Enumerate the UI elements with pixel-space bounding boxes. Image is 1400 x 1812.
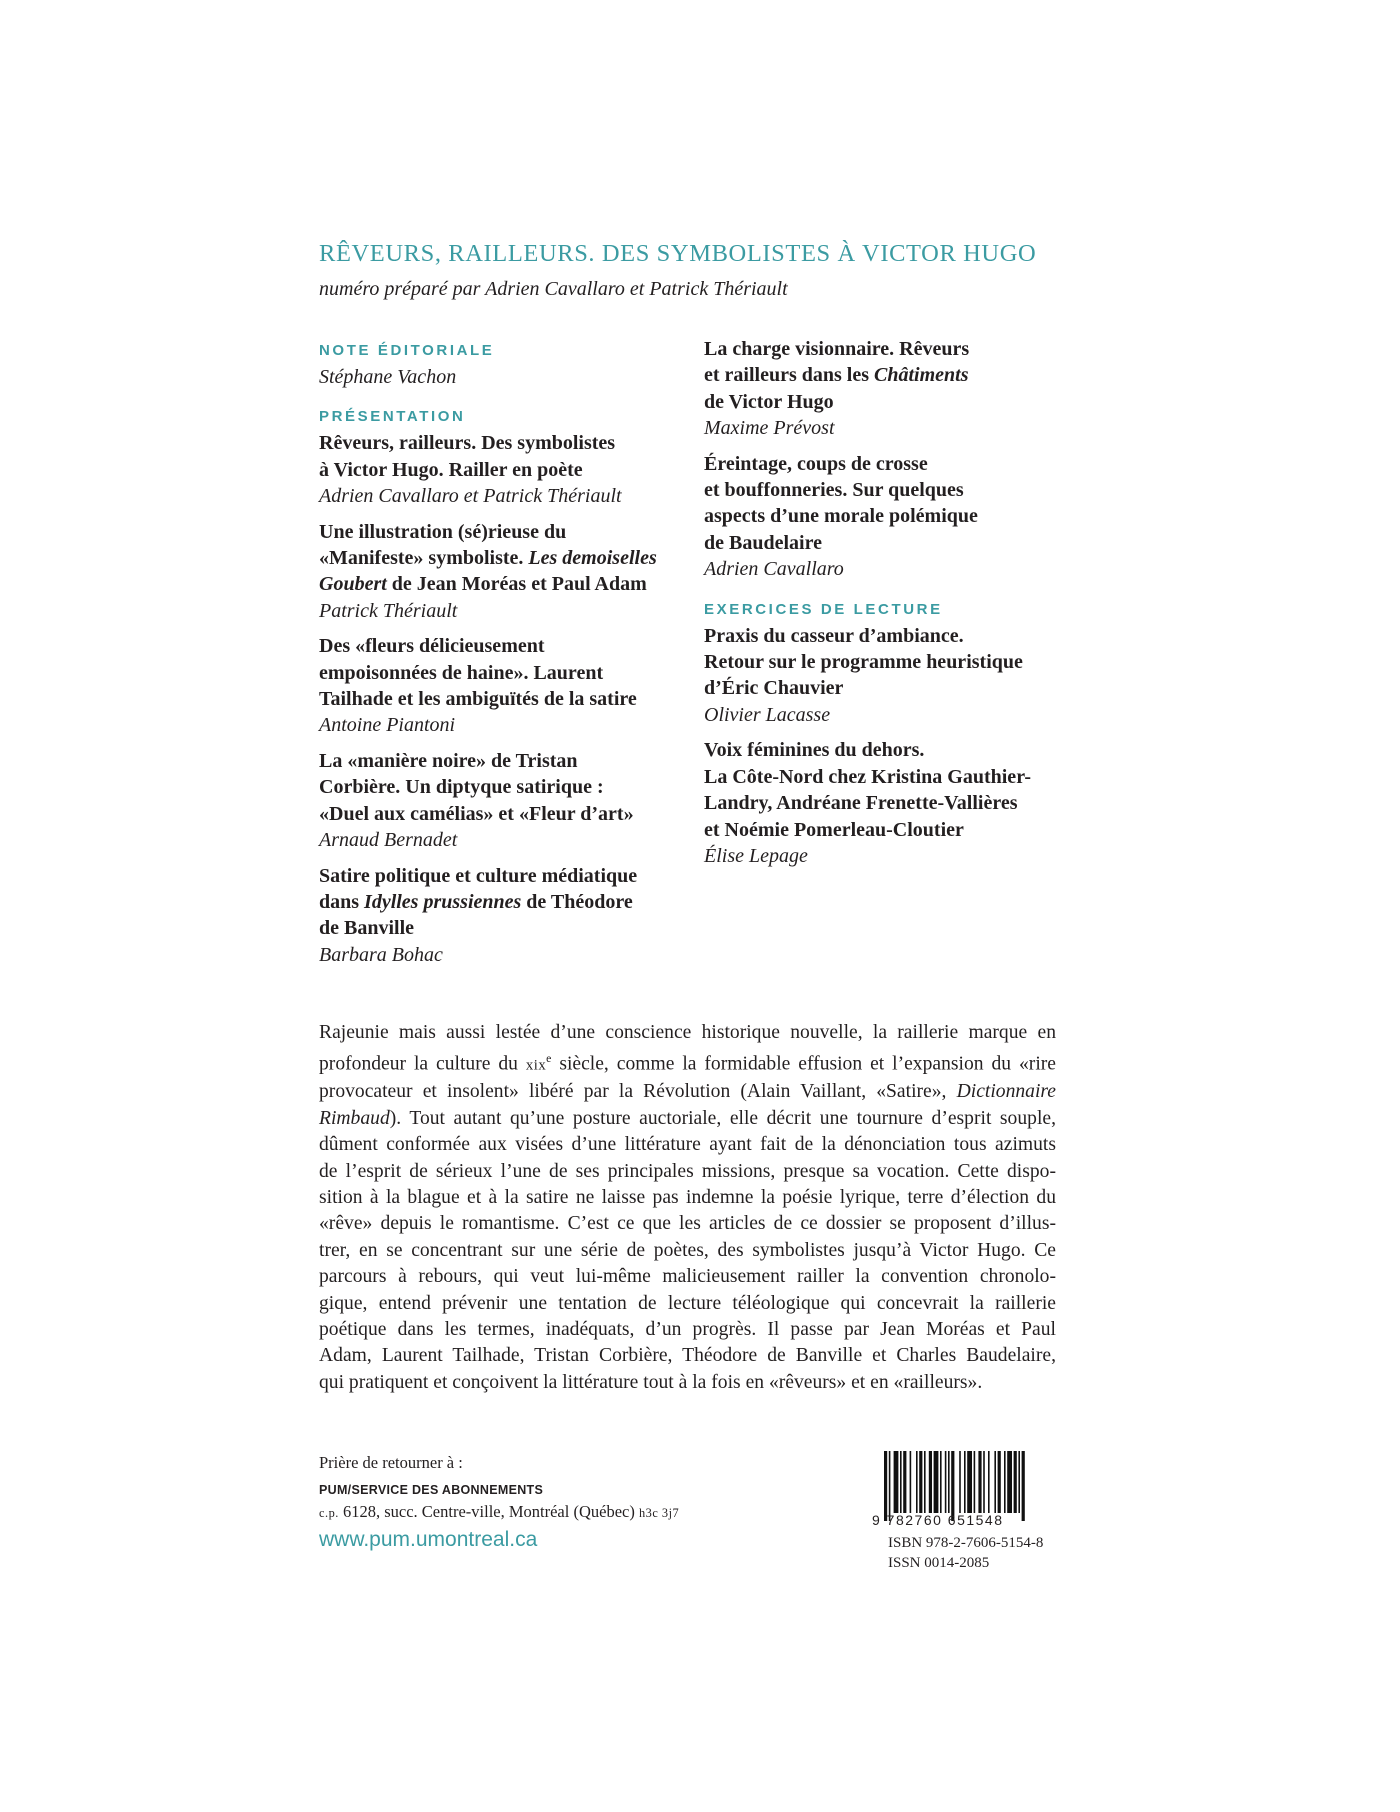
return-label: Prière de retourner à : bbox=[319, 1453, 463, 1472]
text-segment: de Baudelaire bbox=[704, 531, 822, 554]
barcode-bar bbox=[967, 1451, 972, 1513]
barcode-bar bbox=[974, 1451, 976, 1513]
article-author: Élise Lepage bbox=[704, 844, 808, 867]
text-segment: Corbière. Un diptyque satirique : bbox=[319, 776, 604, 799]
italic-text: Châtiments bbox=[874, 364, 969, 387]
text-segment: La charge visionnaire. Rêveurs bbox=[704, 338, 970, 360]
text-segment: Adam, Laurent Tailhade, Tristan Corbière, Théodore de Banville et Charles Baudelaire, bbox=[319, 1345, 1056, 1367]
text-segment: Praxis du casseur d’ambiance. bbox=[704, 624, 964, 647]
article-title-line bbox=[319, 801, 699, 827]
paragraph-line bbox=[319, 1020, 1056, 1046]
paragraph-line bbox=[319, 1238, 1056, 1264]
article-title-line bbox=[319, 889, 699, 915]
text-segment: Une illustration (sé)rieuse du bbox=[319, 520, 567, 543]
article-title-line bbox=[704, 336, 1084, 362]
barcode-bar bbox=[1022, 1451, 1025, 1521]
contents-entry bbox=[319, 748, 699, 854]
italic-text: Dictionnaire bbox=[956, 1081, 1056, 1103]
paragraph-line bbox=[319, 1343, 1056, 1369]
text-segment: aspects d’une morale polémique bbox=[704, 505, 978, 528]
section-heading: EXERCICES DE LECTURE bbox=[704, 600, 943, 618]
italic-text: Idylles prussiennes bbox=[364, 890, 522, 913]
barcode-bar bbox=[1007, 1451, 1012, 1513]
contents-entry bbox=[319, 863, 699, 969]
text-segment: à Victor Hugo. Railler en poète bbox=[319, 458, 583, 481]
paragraph-line bbox=[319, 1291, 1056, 1317]
text-segment: Rajeunie mais aussi lestée d’une conscience historique nouvelle, la raillerie marque en bbox=[319, 1022, 1056, 1043]
paragraph-line bbox=[319, 1317, 1056, 1343]
article-title-line bbox=[319, 633, 699, 659]
article-title-line bbox=[319, 519, 699, 545]
barcode-bar bbox=[929, 1451, 932, 1513]
barcode-bar bbox=[945, 1451, 947, 1513]
text-segment: dûment conformée aux visées d’une littérature ayant fait de la dénonciation tous azimuts bbox=[319, 1134, 1056, 1156]
paragraph-line bbox=[319, 1264, 1056, 1290]
section-heading: PRÉSENTATION bbox=[319, 408, 466, 426]
contents-entry bbox=[319, 430, 699, 509]
text-segment: de Jean Moréas et Paul Adam bbox=[386, 573, 647, 596]
text-segment: «Manifeste» symboliste. bbox=[319, 547, 529, 570]
text-segment: qui pratiquent et conçoivent la littérature tout à la fois en «rêveurs» et en «railleurs». bbox=[319, 1371, 983, 1393]
contents-entry bbox=[319, 519, 699, 625]
article-author: Stéphane Vachon bbox=[319, 366, 457, 388]
barcode-bar bbox=[1014, 1451, 1017, 1513]
article-title-line bbox=[704, 649, 1084, 675]
article-author: Barbara Bohac bbox=[319, 943, 443, 966]
barcode-bar bbox=[998, 1451, 1001, 1513]
barcode-bar bbox=[978, 1451, 981, 1513]
barcode-bar bbox=[994, 1451, 996, 1513]
text-segment: profondeur la culture du bbox=[319, 1053, 526, 1075]
barcode-bar bbox=[951, 1451, 954, 1521]
address-text: 6128, succ. Centre-ville, Montréal (Québec) bbox=[338, 1502, 639, 1521]
article-title-line bbox=[319, 457, 699, 483]
barcode-bar bbox=[910, 1451, 912, 1513]
article-author: Maxime Prévost bbox=[704, 417, 835, 440]
barcode-bar bbox=[916, 1451, 918, 1513]
text-segment: trer, en se concentrant sur une série de poètes, des symbolistes jusqu’à Victor Hugo. Ce bbox=[319, 1239, 1056, 1261]
barcode-bar bbox=[1004, 1451, 1006, 1513]
article-title-line bbox=[319, 545, 699, 571]
text-segment: provocateur et insolent» libéré par la Révolution (Alain Vaillant, «Satire», bbox=[319, 1081, 957, 1103]
article-title-line bbox=[704, 362, 1084, 388]
barcode-bar bbox=[900, 1451, 902, 1513]
text-segment: de Théodore bbox=[521, 890, 633, 913]
contents-left-column bbox=[319, 338, 699, 977]
article-title-line bbox=[319, 430, 699, 456]
article-title-line bbox=[704, 503, 1084, 529]
article-title-line bbox=[319, 660, 699, 686]
text-segment: parcours à rebours, qui veut lui-même malicieusement railler la convention chronolo- bbox=[319, 1266, 1056, 1288]
text-segment: Landry, Andréane Frenette-Vallières bbox=[704, 792, 1018, 815]
text-segment: gique, entend prévenir une tentation de lecture téléologique qui concevrait la raillerie bbox=[319, 1292, 1056, 1314]
article-author: Olivier Lacasse bbox=[704, 703, 831, 726]
text-segment: Satire politique et culture médiatique bbox=[319, 864, 638, 887]
text-segment: empoisonnées de haine». Laurent bbox=[319, 661, 604, 684]
article-title-line bbox=[704, 477, 1084, 503]
article-author: Adrien Cavallaro et Patrick Thériault bbox=[319, 485, 622, 508]
text-segment: et bouffonneries. Sur quelques bbox=[704, 479, 964, 502]
publisher-service: PUM/SERVICE DES ABONNEMENTS bbox=[319, 1483, 544, 1497]
text-segment: Tailhade et les ambiguïtés de la satire bbox=[319, 688, 637, 711]
paragraph-line bbox=[319, 1046, 1056, 1079]
article-title-line bbox=[704, 737, 1084, 763]
barcode-bar bbox=[884, 1451, 887, 1521]
text-segment: siècle, comme la formidable effusion et l’expansion du «rire bbox=[551, 1053, 1056, 1075]
article-title-line bbox=[704, 389, 1084, 415]
address-prefix: c.p. bbox=[319, 1506, 339, 1520]
barcode-bar bbox=[1018, 1451, 1020, 1513]
contents-entry bbox=[704, 451, 1084, 583]
barcode-bar bbox=[988, 1451, 990, 1513]
contents-entry bbox=[319, 364, 699, 390]
article-title-line bbox=[704, 530, 1084, 556]
issue-title: RÊVEURS, RAILLEURS. DES SYMBOLISTES À VICTOR HUGO bbox=[319, 240, 1037, 267]
article-title-line bbox=[319, 863, 699, 889]
italic-text: Rimbaud bbox=[319, 1107, 390, 1129]
paragraph-line bbox=[319, 1159, 1056, 1185]
website-link[interactable]: www.pum.umontreal.ca bbox=[319, 1528, 538, 1551]
paragraph-line bbox=[319, 1185, 1056, 1211]
description-paragraph bbox=[319, 1020, 1056, 1396]
barcode-digits: 9 782760 651548 bbox=[872, 1512, 1004, 1528]
issue-editors: numéro préparé par Adrien Cavallaro et Patrick Thériault bbox=[319, 278, 788, 300]
text-segment: et railleurs dans les bbox=[704, 364, 874, 387]
contents-right-column bbox=[704, 336, 1084, 878]
text-segment: sition à la blague et à la satire ne laisse pas indemne la poésie lyrique, terre d’élection du bbox=[319, 1186, 1056, 1208]
paragraph-line bbox=[319, 1106, 1056, 1132]
barcode-bar bbox=[894, 1451, 899, 1513]
text-segment: e bbox=[546, 1052, 552, 1066]
text-segment: Retour sur le programme heuristique bbox=[704, 651, 1023, 674]
barcode-bar bbox=[964, 1451, 966, 1513]
publisher-address bbox=[319, 1502, 679, 1522]
text-segment: Éreintage, coups de crosse bbox=[704, 452, 928, 475]
article-title-line bbox=[704, 451, 1084, 477]
article-title-line bbox=[319, 774, 699, 800]
isbn: ISBN 978-2-7606-5154-8 bbox=[888, 1535, 1044, 1551]
text-segment: poétique dans les termes, inadéquats, d’un progrès. Il passe par Jean Moréas et Paul bbox=[319, 1319, 1056, 1340]
article-title-line bbox=[319, 571, 699, 597]
paragraph-line bbox=[319, 1079, 1056, 1105]
italic-text: Les demoiselles bbox=[528, 547, 657, 570]
paragraph-line bbox=[319, 1211, 1056, 1237]
text-segment: de l’esprit de sérieux l’une de ses principales missions, presque sa vocation. Cette dispo- bbox=[319, 1160, 1056, 1182]
article-title-line bbox=[319, 748, 699, 774]
contents-entry bbox=[704, 623, 1084, 729]
article-title-line bbox=[319, 686, 699, 712]
contents-entry bbox=[704, 737, 1084, 869]
barcode-bar bbox=[924, 1451, 926, 1513]
barcode-bar bbox=[919, 1451, 922, 1513]
article-title-line bbox=[704, 764, 1084, 790]
section-heading: NOTE ÉDITORIALE bbox=[319, 342, 495, 359]
article-title-line bbox=[704, 623, 1084, 649]
barcode-bar bbox=[940, 1451, 942, 1513]
article-author: Patrick Thériault bbox=[319, 599, 458, 622]
text-segment: Voix féminines du dehors. bbox=[704, 739, 925, 762]
text-segment: de Banville bbox=[319, 917, 415, 940]
text-segment: dans bbox=[319, 890, 365, 913]
barcode-bar bbox=[983, 1451, 985, 1513]
article-title-line bbox=[704, 675, 1084, 701]
text-segment: d’Éric Chauvier bbox=[704, 677, 844, 700]
text-segment: ). Tout autant qu’une posture auctoriale, elle décrit une tournure d’esprit souple, bbox=[389, 1107, 1056, 1129]
barcode-bar bbox=[948, 1451, 950, 1513]
issn: ISSN 0014-2085 bbox=[888, 1555, 990, 1571]
paragraph-line bbox=[319, 1132, 1056, 1158]
contents-entry bbox=[704, 336, 1084, 442]
article-title-line bbox=[704, 817, 1084, 843]
article-author: Adrien Cavallaro bbox=[704, 558, 844, 581]
text-segment: La Côte-Nord chez Kristina Gauthier- bbox=[704, 765, 1031, 788]
text-segment: Des «fleurs délicieusement bbox=[319, 635, 545, 658]
article-title-line bbox=[319, 915, 699, 941]
text-segment: xix bbox=[525, 1057, 547, 1074]
text-segment: La «manière noire» de Tristan bbox=[319, 749, 578, 772]
text-segment: de Victor Hugo bbox=[704, 390, 834, 413]
article-author: Antoine Piantoni bbox=[319, 714, 456, 737]
text-segment: et Noémie Pomerleau-Cloutier bbox=[704, 818, 964, 841]
barcode-bar bbox=[959, 1451, 961, 1513]
article-author: Arnaud Bernadet bbox=[319, 829, 458, 852]
barcode-bar bbox=[889, 1451, 891, 1521]
text-segment: «rêve» depuis le romantisme. C’est ce que les articles de ce dossier se proposent d’illus- bbox=[319, 1213, 1056, 1235]
paragraph-line bbox=[319, 1370, 1056, 1396]
article-title-line bbox=[704, 790, 1084, 816]
text-segment: «Duel aux camélias» et «Fleur d’art» bbox=[319, 802, 634, 825]
contents-entry bbox=[319, 633, 699, 739]
text-segment: Rêveurs, railleurs. Des symbolistes bbox=[319, 432, 616, 455]
barcode-bar bbox=[903, 1451, 906, 1513]
postal-code: h3c 3j7 bbox=[638, 1506, 680, 1520]
barcode-bar bbox=[934, 1451, 939, 1513]
italic-text: Goubert bbox=[319, 573, 387, 596]
